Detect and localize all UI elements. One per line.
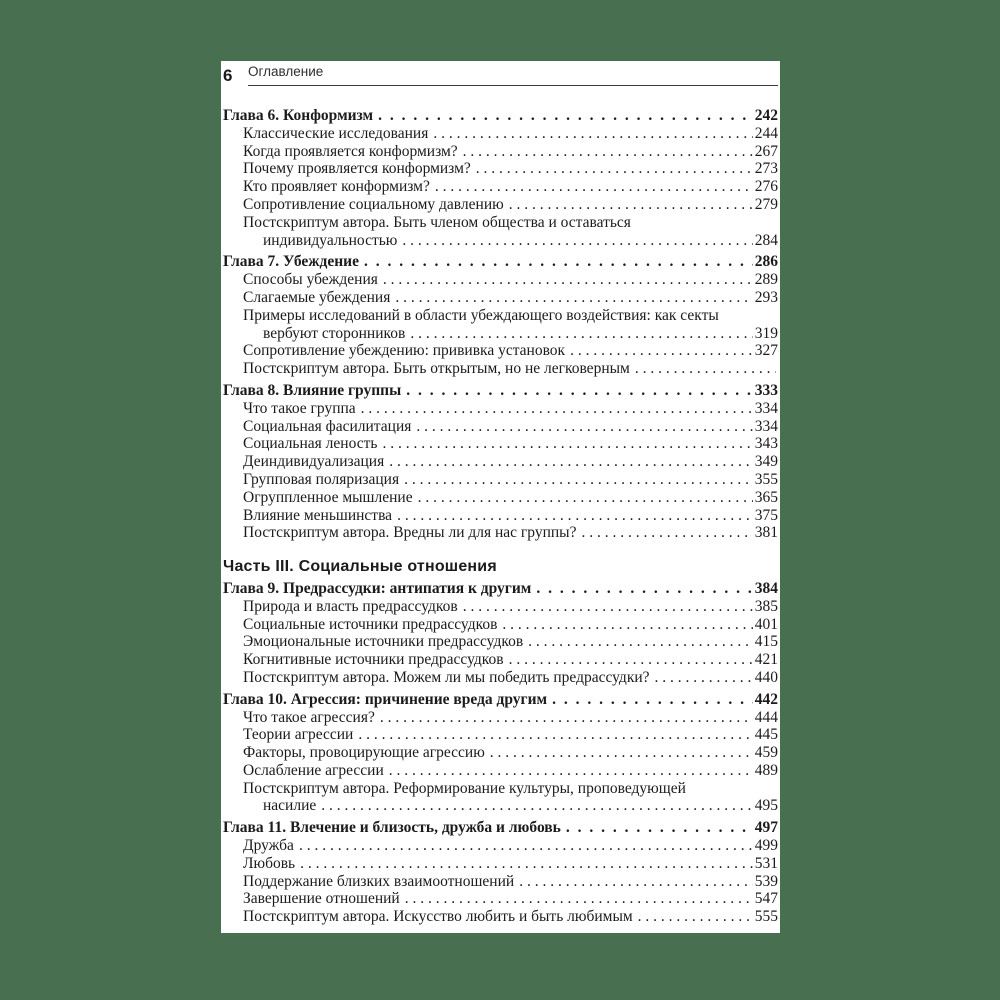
toc-entry-title: Классические исследования	[243, 124, 429, 142]
dot-leader	[581, 524, 752, 542]
dot-leader	[389, 453, 753, 471]
toc-entry-page-number: 421	[754, 651, 778, 669]
toc-entry-page-number: 539	[754, 872, 778, 890]
toc-entry-page-number: 495	[754, 797, 778, 815]
dot-leader	[502, 616, 752, 634]
dot-leader	[364, 253, 753, 271]
dot-leader	[383, 271, 753, 289]
toc-entry-page-number: 375	[754, 506, 778, 524]
dot-leader	[299, 837, 753, 855]
toc-entry-title: Когда проявляется конформизм?	[243, 142, 458, 160]
book-page	[221, 61, 780, 933]
dot-leader	[566, 819, 753, 837]
toc-entry-title: Теории агрессии	[243, 726, 354, 744]
dot-leader	[418, 489, 753, 507]
toc-entry-title: Постскриптум автора. Быть членом общества и оставаться	[243, 213, 631, 231]
toc-row-sub	[243, 507, 778, 525]
toc-entry-page-number: 242	[754, 107, 778, 124]
page-number: 6	[223, 66, 233, 85]
toc-row-sub	[243, 489, 778, 507]
toc-entry-page-number: 445	[754, 726, 778, 744]
toc-row-sub	[243, 762, 778, 780]
toc-entry-page-number: 293	[754, 288, 778, 306]
toc-entry-page-number: 444	[754, 708, 778, 726]
toc-row-sub	[243, 709, 778, 727]
toc-row-chapter	[223, 819, 778, 837]
toc-row-sub	[243, 616, 778, 634]
toc-entry-page-number: 319	[754, 324, 778, 342]
toc-row-sub	[243, 726, 778, 744]
toc-entry-page-number: 499	[754, 837, 778, 855]
toc-entry-title: вербуют сторонников	[263, 324, 406, 342]
dot-leader	[490, 744, 753, 762]
toc-entry-title: Социальная леность	[243, 435, 378, 453]
toc-entry-title: Влияние меньшинства	[243, 506, 393, 524]
toc-row-sub2	[263, 797, 778, 815]
dot-leader	[509, 651, 753, 669]
toc-row-sub	[243, 908, 778, 926]
dot-leader	[476, 160, 753, 178]
toc-entry-title: Сопротивление социальному давлению	[243, 195, 504, 213]
toc-row-sub	[243, 418, 778, 436]
toc-entry-title: Любовь	[243, 854, 296, 872]
toc-entry-title: Деиндивидуализация	[243, 453, 385, 471]
toc-entry-page-number: 279	[754, 195, 778, 213]
dot-leader	[402, 232, 752, 250]
toc-entry-title: Постскриптум автора. Искусство любить и быть любимым	[243, 908, 633, 926]
dot-leader	[389, 762, 753, 780]
toc-entry-title: Что такое агрессия?	[243, 708, 375, 726]
dot-leader	[509, 196, 753, 214]
toc-entry-title: Часть III. Социальные отношения	[223, 558, 497, 576]
toc-entry-title: Глава 7. Убеждение	[223, 253, 359, 271]
toc-entry-title: Завершение отношений	[243, 890, 400, 908]
toc-entry-page-number: 489	[754, 761, 778, 779]
running-head-rule	[248, 63, 778, 86]
dot-leader	[378, 107, 753, 125]
toc-row-sub2	[263, 325, 778, 343]
dot-leader	[382, 435, 752, 453]
toc-entry-page-number: 459	[754, 744, 778, 762]
dot-leader	[552, 691, 753, 709]
toc-row-sub	[243, 669, 778, 687]
toc-entry-title: Глава 6. Конформизм	[223, 107, 374, 124]
toc-entry-page-number: 497	[754, 819, 778, 837]
toc-entry-title: Глава 10. Агрессия: причинение вреда другим	[223, 690, 548, 708]
toc-entry-title: Групповая поляризация	[243, 470, 400, 488]
dot-leader	[435, 178, 753, 196]
toc-entry-title: Когнитивные источники предрассудков	[243, 651, 504, 669]
toc-entry-title: Факторы, провоцирующие агрессию	[243, 744, 485, 762]
toc-entry-page-number: 365	[754, 488, 778, 506]
dot-leader	[405, 890, 753, 908]
dot-leader	[635, 360, 776, 378]
toc-row-sub	[243, 196, 778, 214]
dot-leader	[406, 382, 753, 400]
toc-row-sub	[243, 780, 778, 798]
dot-leader	[404, 471, 753, 489]
toc-entry-title: Примеры исследований в области убеждающего воздействия: как секты	[243, 306, 719, 324]
toc-row-sub2	[263, 232, 778, 250]
toc-entry-page-number: 276	[754, 178, 778, 196]
toc-entry-page-number: 355	[754, 470, 778, 488]
toc-entry-title: Сопротивление убеждению: прививка установок	[243, 342, 566, 360]
toc-row-chapter	[223, 253, 778, 271]
toc-row-sub	[243, 598, 778, 616]
toc-entry-title: Почему проявляется конформизм?	[243, 160, 471, 178]
toc-row-sub	[243, 271, 778, 289]
toc-entry-page-number: 343	[754, 435, 778, 453]
toc-entry-title: Постскриптум автора. Вредны ли для нас группы?	[243, 524, 577, 542]
toc-entry-page-number: 415	[754, 633, 778, 651]
toc-entry-title: Огруппленное мышление	[243, 488, 413, 506]
toc-entry-page-number: 547	[754, 890, 778, 908]
dot-leader	[536, 580, 752, 598]
toc-row-sub	[243, 214, 778, 232]
toc-row-sub	[243, 744, 778, 762]
toc-entry-page-number: 267	[754, 142, 778, 160]
toc-entry-title: Способы убеждения	[243, 271, 378, 289]
toc-entry-page-number: 286	[754, 253, 778, 271]
dot-leader	[380, 709, 753, 727]
toc-entry-title: Постскриптум автора. Можем ли мы победить предрассудки?	[243, 668, 650, 686]
toc-entry-page-number: 440	[754, 668, 778, 686]
dot-leader	[638, 908, 753, 926]
toc-entry-title: Глава 11. Влечение и близость, дружба и любовь	[223, 819, 561, 837]
toc-row-sub	[243, 855, 778, 873]
table-of-contents	[223, 107, 778, 926]
toc-entry-title: Дружба	[243, 837, 294, 855]
dot-leader	[397, 507, 753, 525]
toc-entry-page-number: 273	[754, 160, 778, 178]
toc-entry-title: Социальные источники предрассудков	[243, 615, 498, 633]
toc-entry-title: Кто проявляет конформизм?	[243, 178, 430, 196]
dot-leader	[358, 726, 752, 744]
dot-leader	[321, 797, 752, 815]
toc-row-sub	[243, 178, 778, 196]
toc-entry-page-number: 284	[754, 231, 778, 249]
toc-entry-page-number: 555	[754, 908, 778, 926]
toc-entry-title: Поддержание близких взаимоотношений	[243, 872, 515, 890]
toc-entry-title: насилие	[263, 797, 317, 815]
toc-row-sub	[243, 125, 778, 143]
toc-row-sub	[243, 873, 778, 891]
toc-entry-title: Постскриптум автора. Реформирование культуры, проповедующей	[243, 779, 686, 797]
dot-leader	[570, 342, 753, 360]
toc-row-chapter	[223, 691, 778, 709]
toc-row-sub	[243, 435, 778, 453]
toc-entry-page-number: 349	[754, 453, 778, 471]
toc-entry-page-number: 333	[754, 381, 778, 399]
toc-row-sub	[243, 633, 778, 651]
dot-leader	[463, 143, 753, 161]
toc-row-chapter	[223, 107, 778, 125]
toc-row-sub	[243, 360, 778, 378]
toc-entry-title: Слагаемые убеждения	[243, 288, 391, 306]
dot-leader	[519, 873, 753, 891]
toc-row-sub	[243, 342, 778, 360]
dot-leader	[300, 855, 753, 873]
toc-entry-page-number: 401	[754, 615, 778, 633]
toc-entry-title: Социальная фасилитация	[243, 417, 412, 435]
dot-leader	[361, 400, 753, 418]
toc-row-sub	[243, 289, 778, 307]
toc-row-chapter	[223, 580, 778, 598]
dot-leader	[655, 669, 753, 687]
toc-entry-title: индивидуальностью	[263, 231, 398, 249]
toc-entry-page-number: 334	[754, 417, 778, 435]
toc-row-sub	[243, 471, 778, 489]
toc-row-sub	[243, 837, 778, 855]
toc-entry-page-number: 381	[754, 524, 778, 542]
toc-entry-title: Глава 9. Предрассудки: антипатия к другим	[223, 579, 532, 597]
toc-row-sub	[243, 400, 778, 418]
dot-leader	[410, 325, 752, 343]
dot-leader	[528, 633, 753, 651]
dot-leader	[395, 289, 752, 307]
toc-row-sub	[243, 307, 778, 325]
toc-entry-title: Что такое группа	[243, 399, 356, 417]
toc-entry-title: Эмоциональные источники предрассудков	[243, 633, 524, 651]
dot-leader	[463, 598, 753, 616]
toc-row-sub	[243, 453, 778, 471]
toc-entry-page-number: 442	[754, 690, 778, 708]
toc-entry-title: Глава 8. Влияние группы	[223, 381, 402, 399]
toc-row-sub	[243, 651, 778, 669]
running-head-title: Оглавление	[248, 64, 324, 79]
running-head	[223, 63, 778, 86]
toc-entry-page-number: 244	[754, 124, 778, 142]
toc-row-sub	[243, 524, 778, 542]
dot-leader	[416, 418, 752, 436]
toc-entry-page-number: 289	[754, 271, 778, 289]
toc-entry-title: Ослабление агрессии	[243, 761, 384, 779]
toc-entry-page-number: 531	[754, 854, 778, 872]
toc-row-sub	[243, 890, 778, 908]
toc-row-sub	[243, 160, 778, 178]
toc-entry-page-number: 385	[754, 597, 778, 615]
toc-row-chapter	[223, 382, 778, 400]
toc-entry-page-number: 334	[754, 399, 778, 417]
toc-entry-page-number: 327	[754, 342, 778, 360]
toc-entry-title: Постскриптум автора. Быть открытым, но не легковерным	[243, 360, 630, 378]
dot-leader	[433, 125, 752, 143]
toc-row-sub	[243, 143, 778, 161]
toc-row-part	[223, 558, 778, 576]
toc-entry-page-number: 384	[754, 579, 778, 597]
toc-entry-title: Природа и власть предрассудков	[243, 597, 458, 615]
